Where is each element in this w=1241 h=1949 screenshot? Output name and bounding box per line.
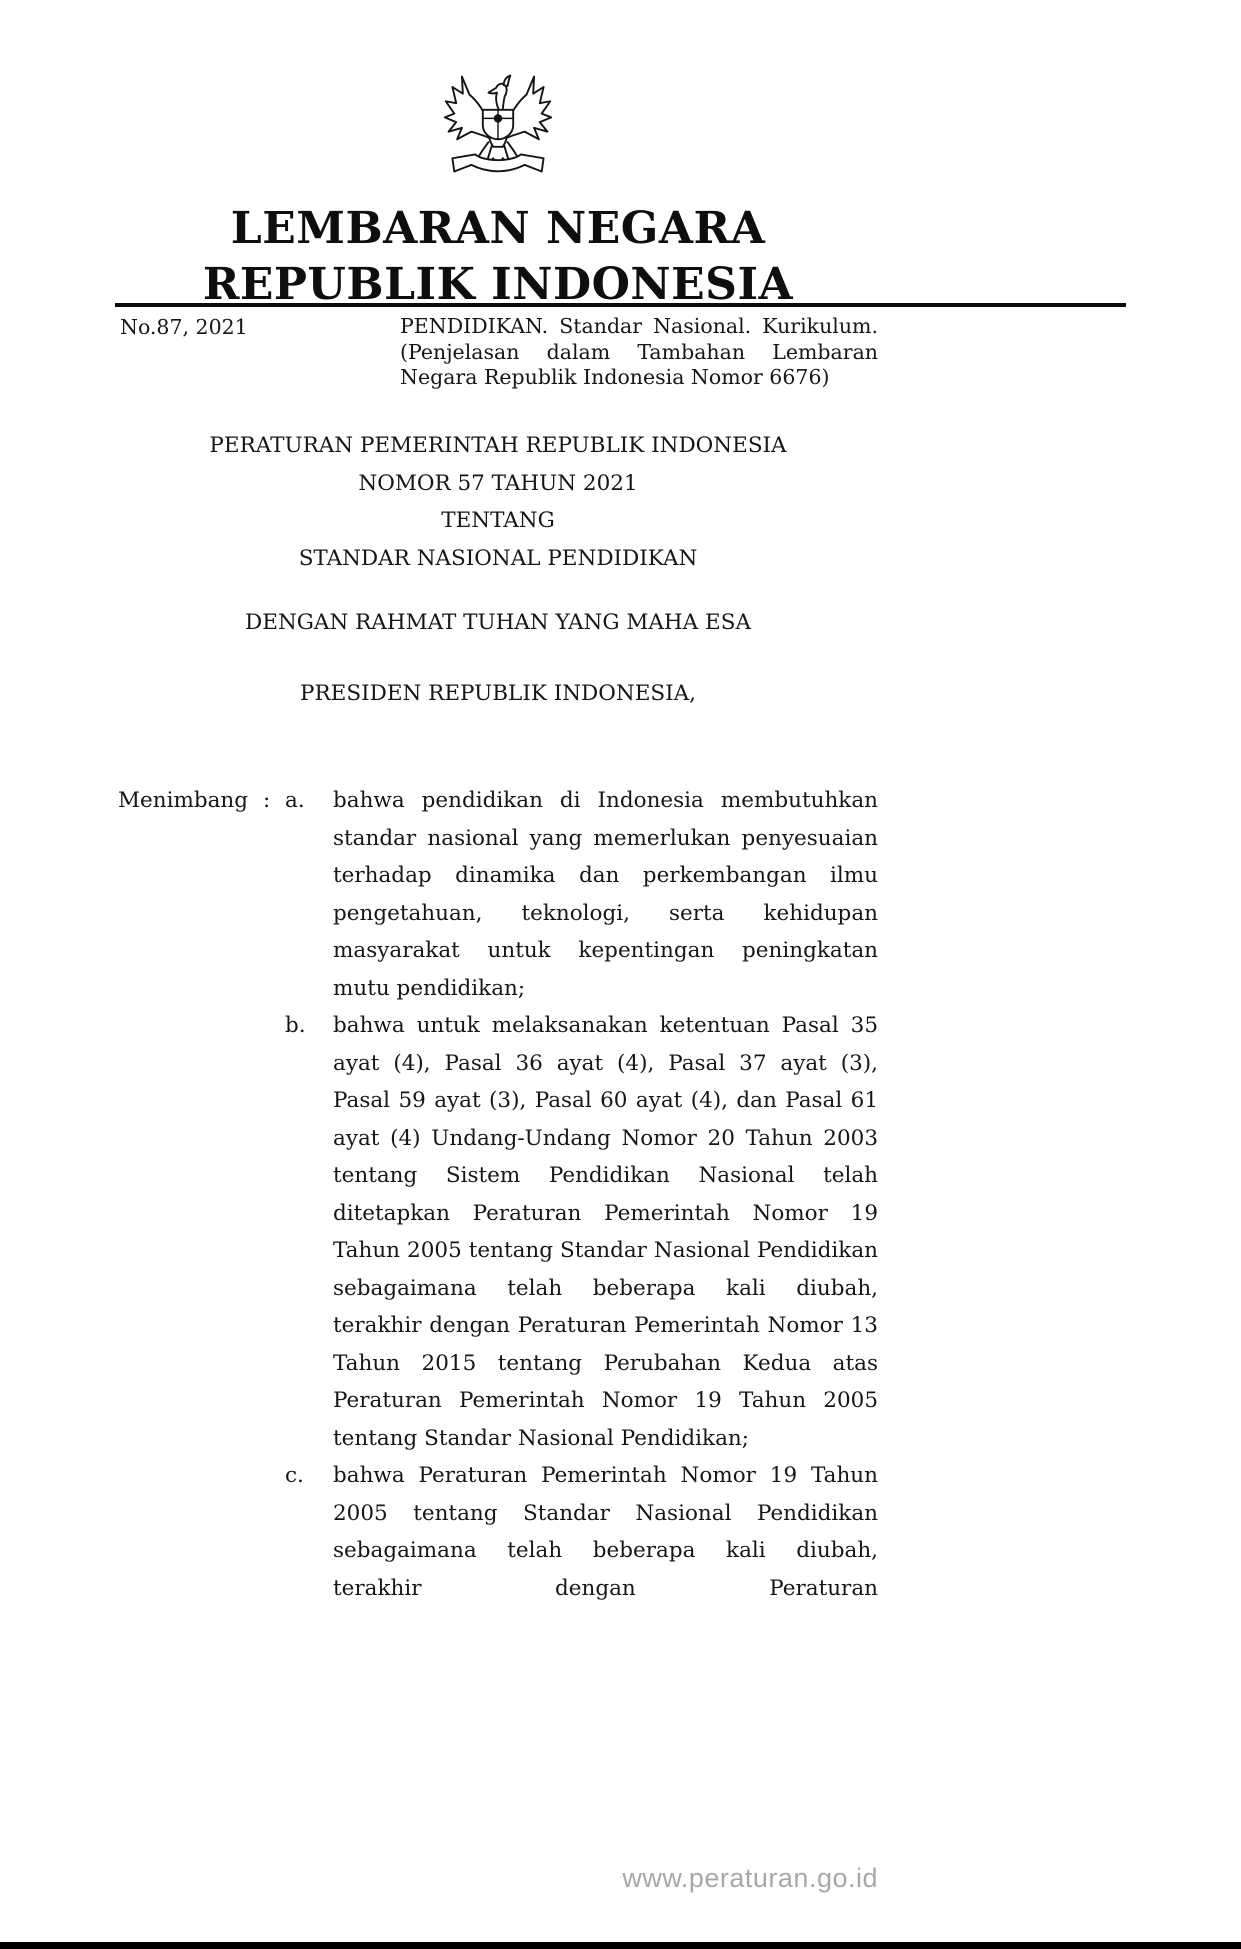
regulation-title-line-3: TENTANG [441, 508, 555, 533]
considerations-colon-spacer [263, 1457, 285, 1607]
authority-line: PRESIDEN REPUBLIK INDONESIA, [300, 681, 696, 706]
considerations-label: Menimbang [118, 788, 249, 813]
watermark-url: www.peraturan.go.id [622, 1863, 878, 1893]
garuda-eagle-graphic [441, 64, 555, 186]
list-item-marker: a. [285, 788, 305, 813]
subject-annotation: PENDIDIKAN. Standar Nasional. Kurikulum. (Penjelasan dalam Tambahan Lembaran Negara Republik Indonesia Nomor 6676) [400, 314, 878, 389]
regulation-title-line-2: NOMOR 57 TAHUN 2021 [358, 470, 638, 496]
page-content [118, 0, 878, 1949]
edition-number: No.87, 2021 [120, 315, 248, 339]
invocation-line: DENGAN RAHMAT TUHAN YANG MAHA ESA [245, 610, 751, 635]
list-item-marker: c. [285, 1463, 304, 1488]
considerations-colon: : [263, 788, 271, 813]
masthead-line-1: LEMBARAN NEGARA [230, 203, 766, 254]
regulation-title [118, 427, 878, 577]
list-item-text: bahwa pendidikan di Indonesia membutuhkan standar nasional yang memerlukan penyesuaian terhadap dinamika dan perkembangan ilmu pengetahuan, teknologi, serta kehidupan masyarakat untuk kepentingan peningkatan mutu pendidikan; [333, 788, 878, 1001]
list-item-text: bahwa Peraturan Pemerintah Nomor 19 Tahun 2005 tentang Standar Nasional Pendidikan sebagaimana telah beberapa kali diubah, terakhir dengan Peraturan [333, 1463, 878, 1601]
masthead [118, 201, 878, 313]
masthead-line-2: REPUBLIK INDONESIA [202, 259, 794, 310]
considerations-label-spacer [118, 1457, 263, 1607]
considerations-label-spacer [118, 1007, 263, 1457]
regulation-title-line-1: PERATURAN PEMERINTAH REPUBLIK INDONESIA [209, 433, 787, 458]
list-item-marker: b. [285, 1013, 306, 1038]
considerations-section [118, 782, 878, 1607]
regulation-title-line-4: STANDAR NASIONAL PENDIDIKAN [298, 545, 698, 571]
considerations-colon-spacer [263, 1007, 285, 1457]
list-item-text: bahwa untuk melaksanakan ketentuan Pasal 35 ayat (4), Pasal 36 ayat (4), Pasal 37 ayat (3), Pasal 59 ayat (3), Pasal 60 ayat (4), dan Pasal 61 ayat (4) Undang-Undang Nomor 20 Tahun 2003 tentang Sistem Pendidikan Nasional telah ditetapkan Peraturan Pemerintah Nomor 19 Tahun 2005 tentang Standar Nasional Pendidikan sebagaimana telah beberapa kali diubah, terakhir dengan Peraturan Pemerintah Nomor 13 Tahun 2015 tentang Perubahan Kedua atas Peraturan Pemerintah Nomor 19 Tahun 2005 tentang Standar Nasional Pendidikan; [333, 1013, 878, 1451]
garuda-pancasila-emblem [441, 64, 555, 186]
